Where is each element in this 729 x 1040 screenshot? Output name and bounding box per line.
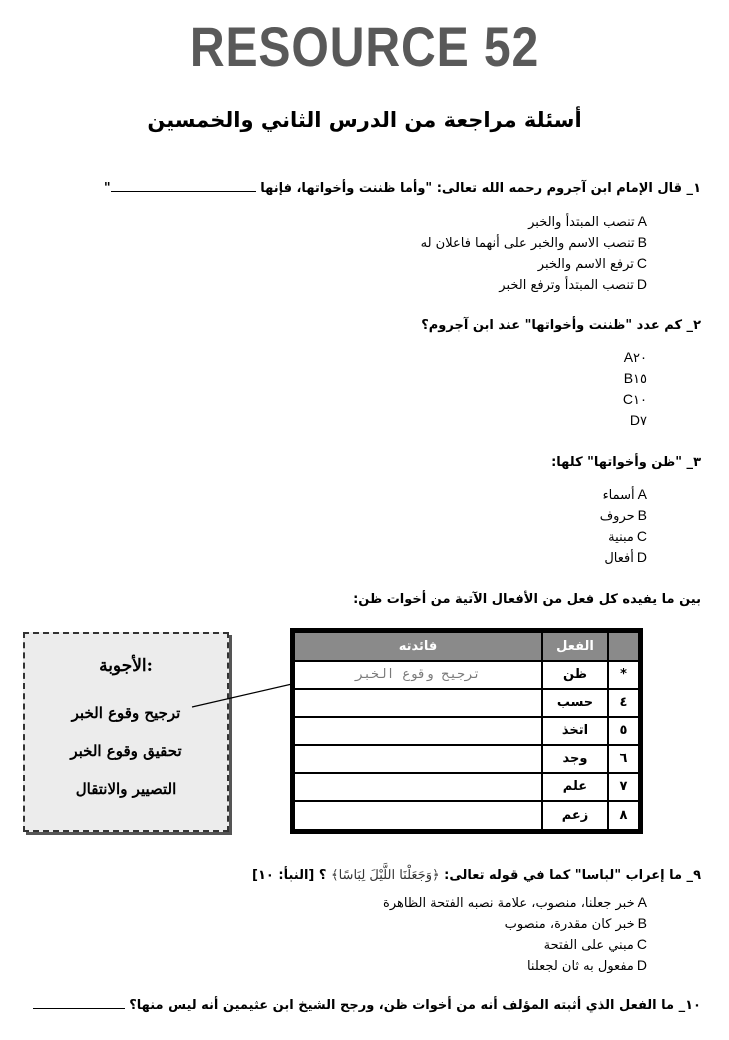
- verb-cell: زعم: [543, 802, 607, 829]
- question-text: كم عدد "ظننت وأخواتها" عند ابن آجروم؟: [421, 318, 683, 333]
- verbs-table: [290, 628, 643, 834]
- row-number: ٤: [609, 690, 638, 716]
- answer-item[interactable]: ترجيح وقوع الخبر: [71, 704, 181, 722]
- question-text: ما الفعل الذي أثبته المؤلف أنه من أخوات ظن، ورجح الشيخ ابن عثيمين أنه ليس منها؟: [129, 998, 675, 1013]
- option-d[interactable]: Dمفعول به ثان لجعلنا: [526, 957, 647, 974]
- header-benefit: فائدته: [295, 633, 541, 660]
- option-c[interactable]: Cمبني على الفتحة: [543, 936, 647, 953]
- quran-verse: ﴿وَجَعَلْنَا اللَّيْلَ لِبَاسًا﴾: [330, 868, 440, 883]
- benefit-cell[interactable]: [295, 718, 541, 744]
- benefit-cell[interactable]: [295, 802, 541, 829]
- answer-item[interactable]: تحقيق وقوع الخبر: [70, 742, 182, 760]
- row-number: *: [609, 662, 638, 688]
- option-a[interactable]: Aتنصب المبتدأ والخبر: [528, 213, 647, 230]
- header-number: [609, 633, 638, 660]
- header-verb: الفعل: [543, 633, 607, 660]
- verb-cell: ظن: [543, 662, 607, 688]
- page-subtitle: أسئلة مراجعة من الدرس الثاني والخمسين: [147, 108, 582, 132]
- row-number: ٥: [609, 718, 638, 744]
- question-text: "ظن وأخواتها" كلها:: [551, 455, 683, 470]
- question-1: ١_ قال الإمام ابن آجروم رحمه الله تعالى: "وأما ظننت وأخواتها، فإنها ": [103, 181, 701, 196]
- benefit-cell[interactable]: [295, 746, 541, 772]
- option-c[interactable]: C١٠: [622, 391, 647, 408]
- option-d[interactable]: D٧: [629, 412, 647, 429]
- benefit-cell[interactable]: [295, 774, 541, 800]
- option-c[interactable]: Cترفع الاسم والخبر: [537, 255, 647, 272]
- question-number: ١٠: [685, 998, 701, 1013]
- option-d[interactable]: Dتنصب المبتدأ وترفع الخبر: [499, 276, 647, 293]
- option-b[interactable]: B١٥: [623, 370, 647, 387]
- verb-cell: حسب: [543, 690, 607, 716]
- question-number: ٢: [693, 318, 701, 333]
- option-b[interactable]: Bتنصب الاسم والخبر على أنهما فاعلان له: [420, 234, 647, 251]
- row-number: ٧: [609, 774, 638, 800]
- verb-cell: علم: [543, 774, 607, 800]
- question-2: ٢_ كم عدد "ظننت وأخواتها" عند ابن آجروم؟: [421, 318, 701, 333]
- verse-citation: ؟ [النبأ: ١٠]: [252, 868, 327, 883]
- question-9: ٩_ ما إعراب "لباسا" كما في قوله تعالى: ﴿وَجَعَلْنَا اللَّيْلَ لِبَاسًا﴾ ؟ [النبأ: ١٠]: [252, 868, 701, 883]
- answer-item[interactable]: التصيير والانتقال: [75, 780, 177, 798]
- verb-cell: اتخذ: [543, 718, 607, 744]
- table-instruction: بين ما يفيده كل فعل من الأفعال الآتية من أخوات ظن:: [353, 592, 701, 607]
- question-number: ٩: [693, 868, 701, 883]
- resource-title: RESOURCE 52: [189, 15, 540, 78]
- question-number: ١: [693, 181, 701, 196]
- question-text: قال الإمام ابن آجروم رحمه الله تعالى: "وأما ظننت وأخواتها، فإنها: [260, 181, 683, 196]
- question-text: ما إعراب "لباسا" كما في قوله تعالى:: [444, 868, 683, 883]
- question-3: ٣_ "ظن وأخواتها" كلها:: [551, 455, 701, 470]
- option-d[interactable]: Dأفعال: [604, 549, 647, 566]
- question-number: ٣: [693, 455, 701, 470]
- verb-cell: وجد: [543, 746, 607, 772]
- answer-blank[interactable]: [33, 1008, 125, 1009]
- closing-quote: ": [103, 181, 111, 196]
- row-number: ٦: [609, 746, 638, 772]
- option-b[interactable]: Bخبر كان مقدرة، منصوب: [504, 915, 647, 932]
- answers-title: الأجوبة:: [99, 656, 153, 676]
- benefit-cell[interactable]: ترجيح وقوع الخبر: [295, 662, 541, 688]
- option-a[interactable]: Aخبر جعلنا، منصوب، علامة نصبه الفتحة الظاهرة: [383, 894, 647, 911]
- benefit-cell[interactable]: [295, 690, 541, 716]
- option-a[interactable]: Aأسماء: [602, 486, 647, 503]
- option-c[interactable]: Cمبنية: [608, 528, 647, 545]
- option-a[interactable]: A٢٠: [623, 349, 647, 366]
- row-number: ٨: [609, 802, 638, 829]
- option-b[interactable]: Bحروف: [599, 507, 647, 524]
- question-10: ١٠_ ما الفعل الذي أثبته المؤلف أنه من أخوات ظن، ورجح الشيخ ابن عثيمين أنه ليس منها؟: [33, 998, 701, 1013]
